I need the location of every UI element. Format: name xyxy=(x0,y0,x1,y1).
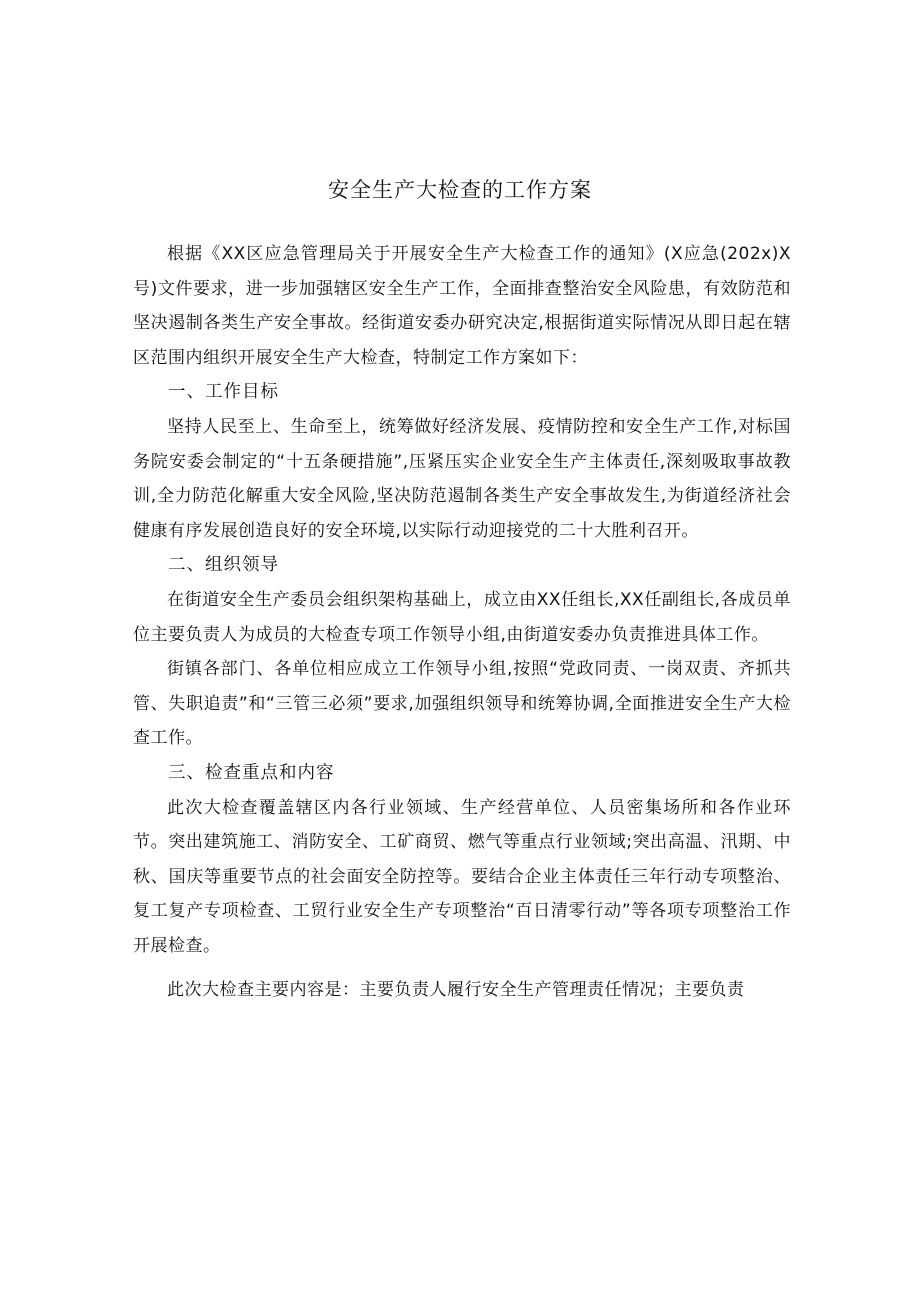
intro-paragraph: 根据《XX区应急管理局关于开展安全生产大检查工作的通知》(X应急(202x)X号)文件要求，进一步加强辖区安全生产工作，全面排查整治安全风险患，有效防范和坚决遏制各类生产安全事故。经街道安委办研究决定,根据街道实际情况从即日起在辖区范围内组织开展安全生产大检查，特制定工作方案如下： xyxy=(133,244,791,368)
inspection-paragraph-1: 此次大检查覆盖辖区内各行业领域、生产经营单位、人员密集场所和各作业环节。突出建筑施工、消防安全、工矿商贸、燃气等重点行业领域;突出高温、汛期、中秋、国庆等重要节点的社会面安全防控等。要结合企业主体责任三年行动专项整治、复工复产专项检查、工贸行业安全生产专项整治“百日清零行动”等各项专项整治工作开展检查。 xyxy=(133,797,791,956)
inspection-paragraph-2: 此次大检查主要内容是：主要负责人履行安全生产管理责任情况；主要负责 xyxy=(167,980,745,1001)
leadership-paragraph-1: 在街道安全生产委员会组织架构基础上，成立由XX任组长,XX任副组长,各成员单位主要负责人为成员的大检查专项工作领导小组,由街道安委办负责推进具体工作。 xyxy=(133,589,791,645)
document-body xyxy=(133,237,791,1008)
section-heading-goals: 一、工作目标 xyxy=(168,382,279,403)
leadership-paragraph-2: 街镇各部门、各单位相应成立工作领导小组,按照“党政同责、一岗双责、齐抓共管、失职追责”和“三管三必须”要求,加强组织领导和统筹协调,全面推进安全生产大检查工作。 xyxy=(133,659,791,749)
document-title: 安全生产大检查的工作方案 xyxy=(328,178,592,202)
section-heading-leadership: 二、组织领导 xyxy=(168,555,279,576)
section-heading-inspection: 三、检查重点和内容 xyxy=(168,762,335,783)
goals-paragraph: 坚持人民至上、生命至上，统筹做好经济发展、疫情防控和安全生产工作,对标国务院安委会制定的“十五条硬措施”,压紧压实企业安全生产主体责任,深刻吸取事故教训,全力防范化解重大安全风险,坚决防范遏制各类生产安全事故发生,为街道经济社会健康有序发展创造良好的安全环境,以实际行动迎接党的二十大胜利召开。 xyxy=(133,416,791,541)
